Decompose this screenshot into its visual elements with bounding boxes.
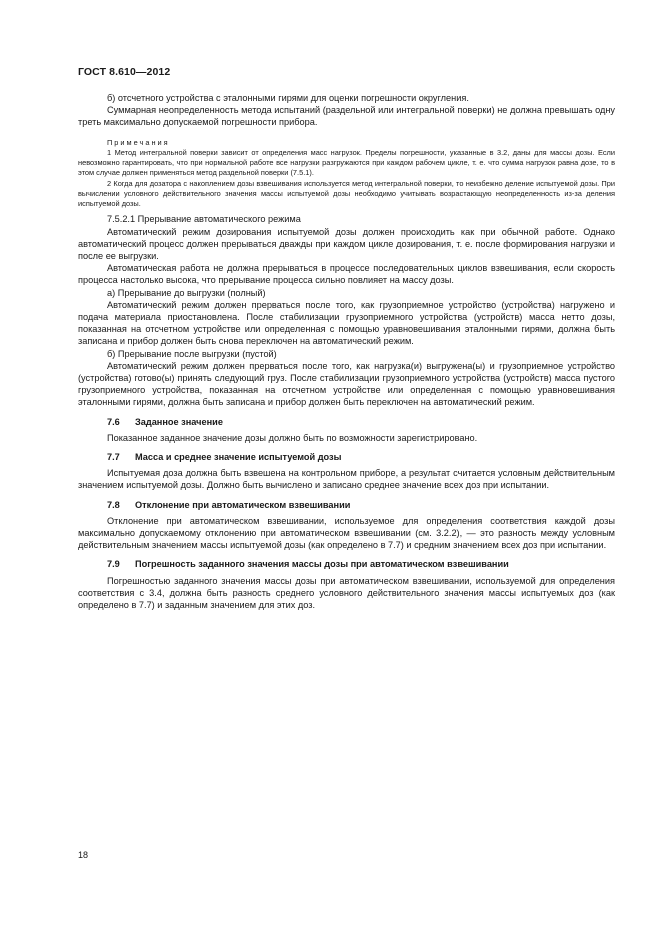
paragraph-b-rounding: б) отсчетного устройства с эталонными гирями для оценки погрешности округления. [107, 93, 469, 103]
heading-7-8-title: Отклонение при автоматическом взвешивании [135, 499, 351, 510]
heading-7-9 [78, 558, 615, 570]
note-2: 2 Когда для дозатора с накоплением дозы взвешивания используется метод интегральной поверки, то неизбежно деление испытуемой дозы. При вычислении условного действительного значения массы испытуемой дозы необходимо учитывать возрастающую неопределенность из-за деления испытуемой дозы. [78, 178, 615, 209]
paragraph-set-value-error: Погрешностью заданного значения массы дозы при автоматическом взвешивании, используемой для определения соответствия с 3.4, должна быть разность среднего условного действительного значения массы испытуемых доз (как определено в 7.7) и заданным значением для этих доз. [78, 575, 615, 611]
item-b-interrupt-after: б) Прерывание после выгрузки (пустой) [107, 348, 277, 359]
heading-7-9-number: 7.9 [107, 559, 120, 570]
paragraph-uncertainty: Суммарная неопределенность метода испытаний (раздельной или интегральной поверки) не должна превышать одну треть максимально допускаемой погрешности прибора. [78, 105, 615, 128]
heading-7-9-title: Погрешность заданного значения массы дозы при автоматическом взвешивании [135, 559, 509, 570]
heading-7-8 [78, 499, 615, 511]
item-a-interrupt-before: а) Прерывание до выгрузки (полный) [107, 287, 266, 298]
paragraph-auto-mode: Автоматический режим дозирования испытуемой дозы должен происходить как при обычной работе. Однако автоматический процесс должен прерываться дважды при каждом цикле дозирования, т. е. после формирования нагрузки и после ее выгрузки. [78, 226, 615, 261]
paragraph-interrupt-before: Автоматический режим должен прерваться после того, как грузоприемное устройство (устройства) нагружено и подача материала приостановлена. После стабилизации грузоприемного устройства (устройств) масса нетто дозы, показанная на отсчетном устройстве или определенная с помощью уравновешивания эталонными гирями, должна быть записана и прибор должен быть снова переключен на автоматический режим. [78, 299, 615, 347]
paragraph-test-dose: Испытуемая доза должна быть взвешена на контрольном приборе, а результат считается условным действительным значением испытуемой дозы. Должно быть вычислено и записано среднее значение всех доз при испытании. [78, 468, 615, 491]
heading-7-6-number: 7.6 [107, 416, 120, 427]
note-1: 1 Метод интегральной поверки зависит от определения масс нагрузок. Пределы погрешности, указанные в 3.2, даны для массы дозы. Если невозможно гарантировать, что при нормальной работе все нагрузки разгружаются при каждом рабочем цикле, т. е. что сумма нагрузок равна дозе, то в этом случае должен применяться метод раздельной поверки (7.5.1). [78, 147, 615, 178]
heading-7-6-title: Заданное значение [135, 416, 223, 427]
notes-title: Примечания [107, 137, 170, 147]
paragraph-interrupt-after: Автоматический режим должен прерваться после того, как нагрузка(и) выгружена(ы) и грузоприемное устройство (устройства) готово(ы) принять следующий груз. После стабилизации грузоприемного устройства (устройств) масса пустого грузоприемного устройства, показанная на отсчетном устройстве или определенная с помощью уравновешивания эталонными гирями, должна быть записана и прибор должен быть переключен на автоматический режим. [78, 360, 615, 408]
heading-7-8-number: 7.8 [107, 499, 120, 510]
page-number: 18 [78, 850, 89, 860]
page-content [78, 92, 615, 611]
heading-7-6 [78, 416, 615, 428]
paragraph-deviation: Отклонение при автоматическом взвешивании, используемое для определения соответствия каждой дозы максимально допускаемому отклонению при автоматическом взвешивании (см. 3.2.2), — это разность между условным действительным значением массы испытуемой дозы (как определено в 7.7) и средним значением всех доз при испытании. [78, 515, 615, 551]
paragraph-auto-operation: Автоматическая работа не должна прерываться в процессе последовательных циклов взвешивания, если скорость процесса настолько высока, что прерывание процесса сильно повлияет на массу дозы. [78, 263, 615, 286]
heading-7-7 [78, 451, 615, 463]
heading-7-7-title: Масса и среднее значение испытуемой дозы [135, 452, 342, 463]
heading-7-7-number: 7.7 [107, 452, 120, 463]
heading-7-5-2-1: 7.5.2.1 Прерывание автоматического режима [107, 214, 301, 225]
document-code-header: ГОСТ 8.610—2012 [78, 66, 171, 78]
paragraph-set-value: Показанное заданное значение дозы должно быть по возможности зарегистрировано. [107, 432, 478, 443]
